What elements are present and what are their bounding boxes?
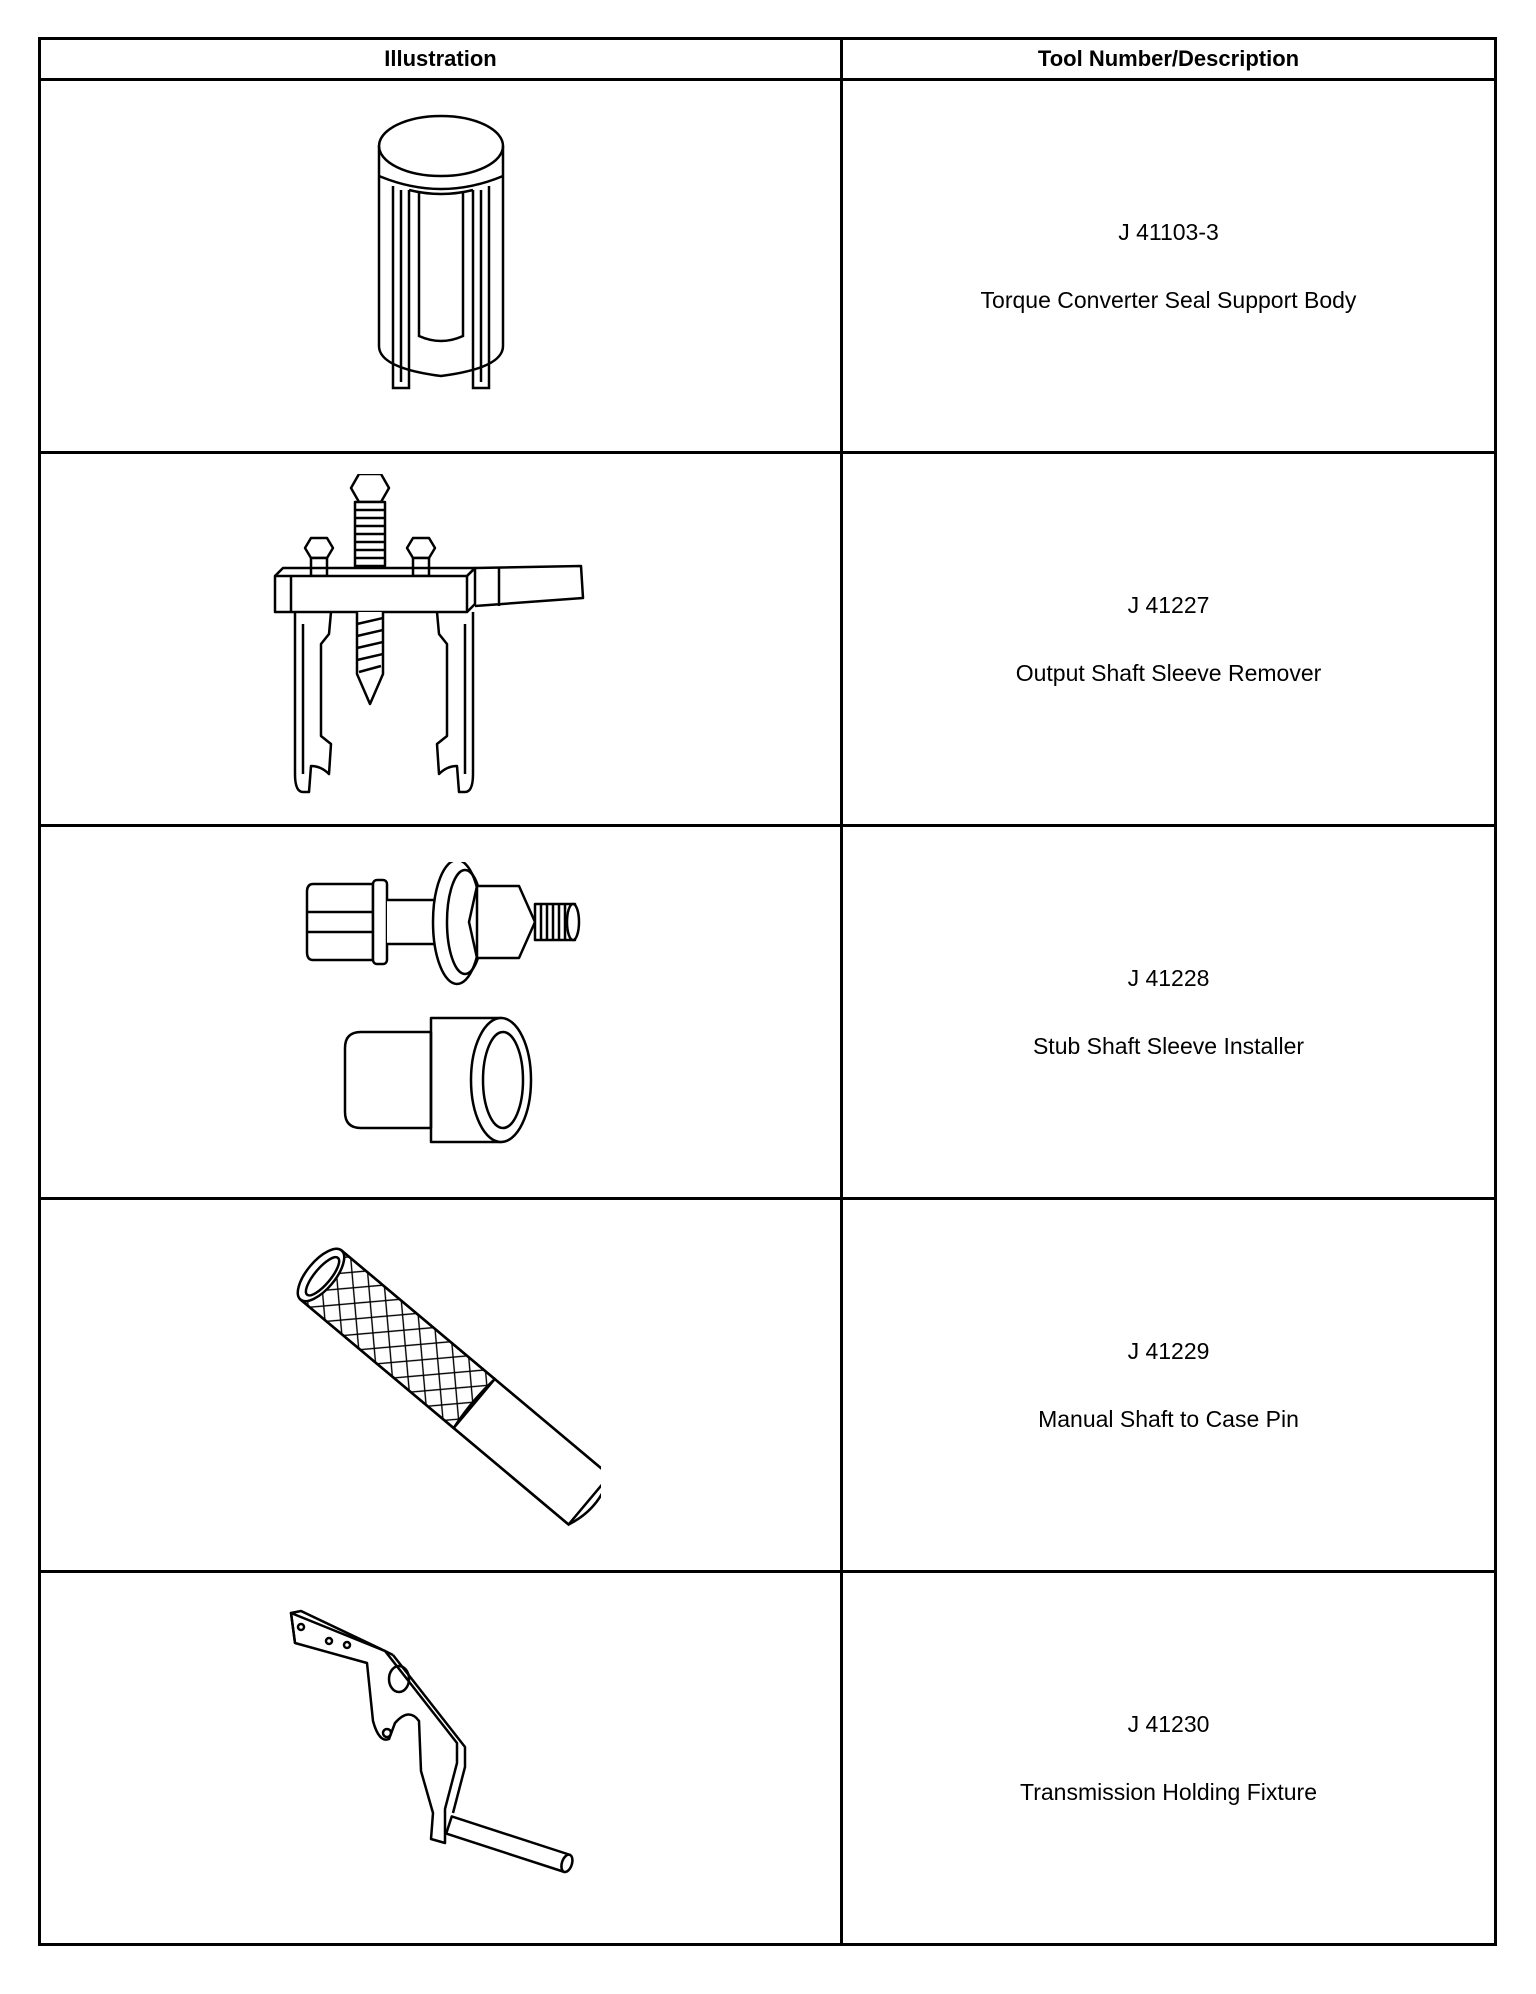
tool-description: Torque Converter Seal Support Body [980, 287, 1357, 313]
sleeve-remover-puller-icon [271, 474, 611, 804]
sleeve-installer-icon [301, 862, 581, 1162]
illustration-cell [40, 80, 842, 453]
tool-number: J 41103-3 [1118, 219, 1219, 245]
illustration-cell [40, 453, 842, 826]
header-illustration: Illustration [40, 39, 842, 80]
description-cell [842, 453, 1496, 826]
header-tool-description: Tool Number/Description [842, 39, 1496, 80]
table-row [40, 1199, 1496, 1572]
holding-fixture-icon [281, 1603, 601, 1913]
tool-table [38, 37, 1497, 1946]
description-cell [842, 826, 1496, 1199]
tool-number: J 41227 [1127, 592, 1210, 618]
description-cell [842, 80, 1496, 453]
description-cell [842, 1572, 1496, 1945]
tool-number: J 41228 [1127, 965, 1210, 991]
knurled-pin-icon [281, 1235, 601, 1535]
illustration-cell [40, 826, 842, 1199]
tool-description: Manual Shaft to Case Pin [1038, 1406, 1299, 1432]
tool-number: J 41230 [1127, 1711, 1210, 1737]
description-cell [842, 1199, 1496, 1572]
illustration-cell [40, 1572, 842, 1945]
table-row [40, 1572, 1496, 1945]
tool-description: Output Shaft Sleeve Remover [1015, 660, 1322, 686]
seal-support-body-icon [291, 106, 591, 426]
table-row [40, 826, 1496, 1199]
table-row [40, 80, 1496, 453]
tool-description: Stub Shaft Sleeve Installer [1032, 1033, 1305, 1059]
header-row [40, 39, 1496, 80]
tool-number: J 41229 [1127, 1338, 1210, 1364]
table-row [40, 453, 1496, 826]
tool-description: Transmission Holding Fixture [1020, 1779, 1317, 1805]
illustration-cell [40, 1199, 842, 1572]
